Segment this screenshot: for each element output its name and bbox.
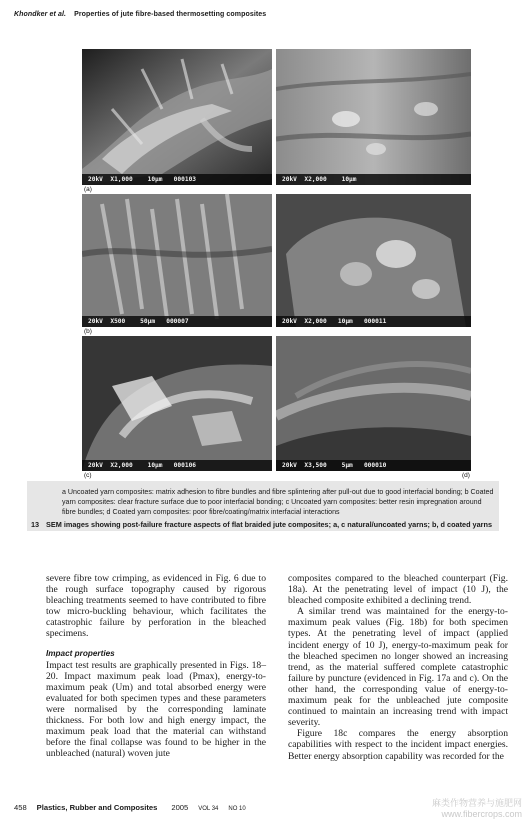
paragraph: Impact test results are graphically presented in Figs. 18–20. Impact maximum peak load (Pmax), energy-to-maximum peak (Um) and total absorbed energy were evaluated for both specimen types and these parameters were normalised by the corresponding laminate thickness. For both low and high energy impact, the maximum peak load that the material can withstand before the final collapse was found to be higher in the unbleached (natural) woven jute bbox=[46, 659, 266, 760]
journal-name: Plastics, Rubber and Composites bbox=[36, 803, 158, 812]
page-number: 458 bbox=[14, 803, 27, 812]
journal-year: 2005 bbox=[171, 803, 189, 812]
section-heading: Impact properties bbox=[46, 648, 115, 658]
scalebar-b-right: 20kV X2,000 10µm 000011 bbox=[276, 316, 471, 327]
sem-image-c-left bbox=[82, 336, 272, 471]
body-column-right bbox=[288, 573, 508, 762]
body-column-left bbox=[46, 573, 266, 760]
figure-caption-text: SEM images showing post-failure fracture aspects of flat braided jute composites; a, c natural/uncoated yarns; b, d coated yarns bbox=[46, 520, 493, 529]
sem-image-d-right bbox=[276, 336, 471, 471]
sem-image-b-right bbox=[276, 194, 471, 327]
watermark-line-1: 麻类作物营养与施肥网 bbox=[431, 798, 522, 808]
panel-label-d: (d) bbox=[462, 472, 470, 479]
sem-image-a-right bbox=[276, 49, 471, 185]
header-authors: Khondker et al. bbox=[14, 11, 67, 18]
figure-subcaption: a Uncoated yarn composites: matrix adhesion to fibre bundles and fibre splintering after pull-out due to good interfacial bonding; b Coated yarn composites: clear fracture surface due to poor interfacial bonding; c Uncoated yarn composites: better resin impregnation around fibre bundles; d Coated yarn composites: poor fibre/coating/matrix interfacial interactions bbox=[62, 488, 494, 517]
header-title: Properties of jute fibre-based thermosetting composites bbox=[74, 11, 267, 18]
paragraph: composites compared to the bleached counterpart (Fig. 18a). At the penetrating level of impact (10 J), the bleached composite exhibited a declining trend. bbox=[288, 573, 508, 607]
scalebar-b-left: 20kV X500 50µm 000007 bbox=[82, 316, 272, 327]
figure-caption bbox=[31, 520, 496, 530]
journal-volume: VOL 34 bbox=[198, 806, 219, 812]
running-header bbox=[14, 11, 266, 18]
panel-label-a: (a) bbox=[84, 186, 92, 193]
paragraph: severe fibre tow crimping, as evidenced in Fig. 6 due to the rough surface topography caused by rigorous bleaching treatments seemed to have contributed to fibre tow micro-buckling behaviour, which facilitates the catastrophic failure by perforation in the bleached specimens. bbox=[46, 573, 266, 640]
scalebar-a-right: 20kV X2,000 10µm bbox=[276, 174, 471, 185]
sem-image-b-left bbox=[82, 194, 272, 327]
sem-image-a-left bbox=[82, 49, 272, 185]
scalebar-d-right: 20kV X3,500 5µm 000010 bbox=[276, 460, 471, 471]
watermark-line-2: www.fibercrops.com bbox=[441, 809, 522, 819]
scalebar-c-left: 20kV X2,000 10µm 000106 bbox=[82, 460, 272, 471]
paragraph: A similar trend was maintained for the energy-to-maximum peak values (Fig. 18b) for both specimen types. At the penetrating level of impact (applied incident energy of 10 J), energy-to-maximum peak for the bleached specimen no longer showed an increasing trend, as the material suffered complete catastrophic failure by puncture (evidenced in Fig. 17a and c). On the other hand, the corresponding value of energy-to-maximum peak for the unbleached jute composite continued to maintain an increasing trend with impact severity. bbox=[288, 606, 508, 729]
panel-label-b: (b) bbox=[84, 328, 92, 335]
page-footer bbox=[14, 803, 246, 812]
journal-issue: NO 10 bbox=[228, 806, 246, 812]
scalebar-a-left: 20kV X1,000 10µm 000103 bbox=[82, 174, 272, 185]
figure-number: 13 bbox=[31, 520, 40, 529]
panel-label-c: (c) bbox=[84, 472, 92, 479]
watermark bbox=[402, 798, 522, 820]
paragraph: Figure 18c compares the energy absorption capabilities with respect to the incident impact energies. Better energy absorption capability was recorded for the bbox=[288, 728, 508, 762]
